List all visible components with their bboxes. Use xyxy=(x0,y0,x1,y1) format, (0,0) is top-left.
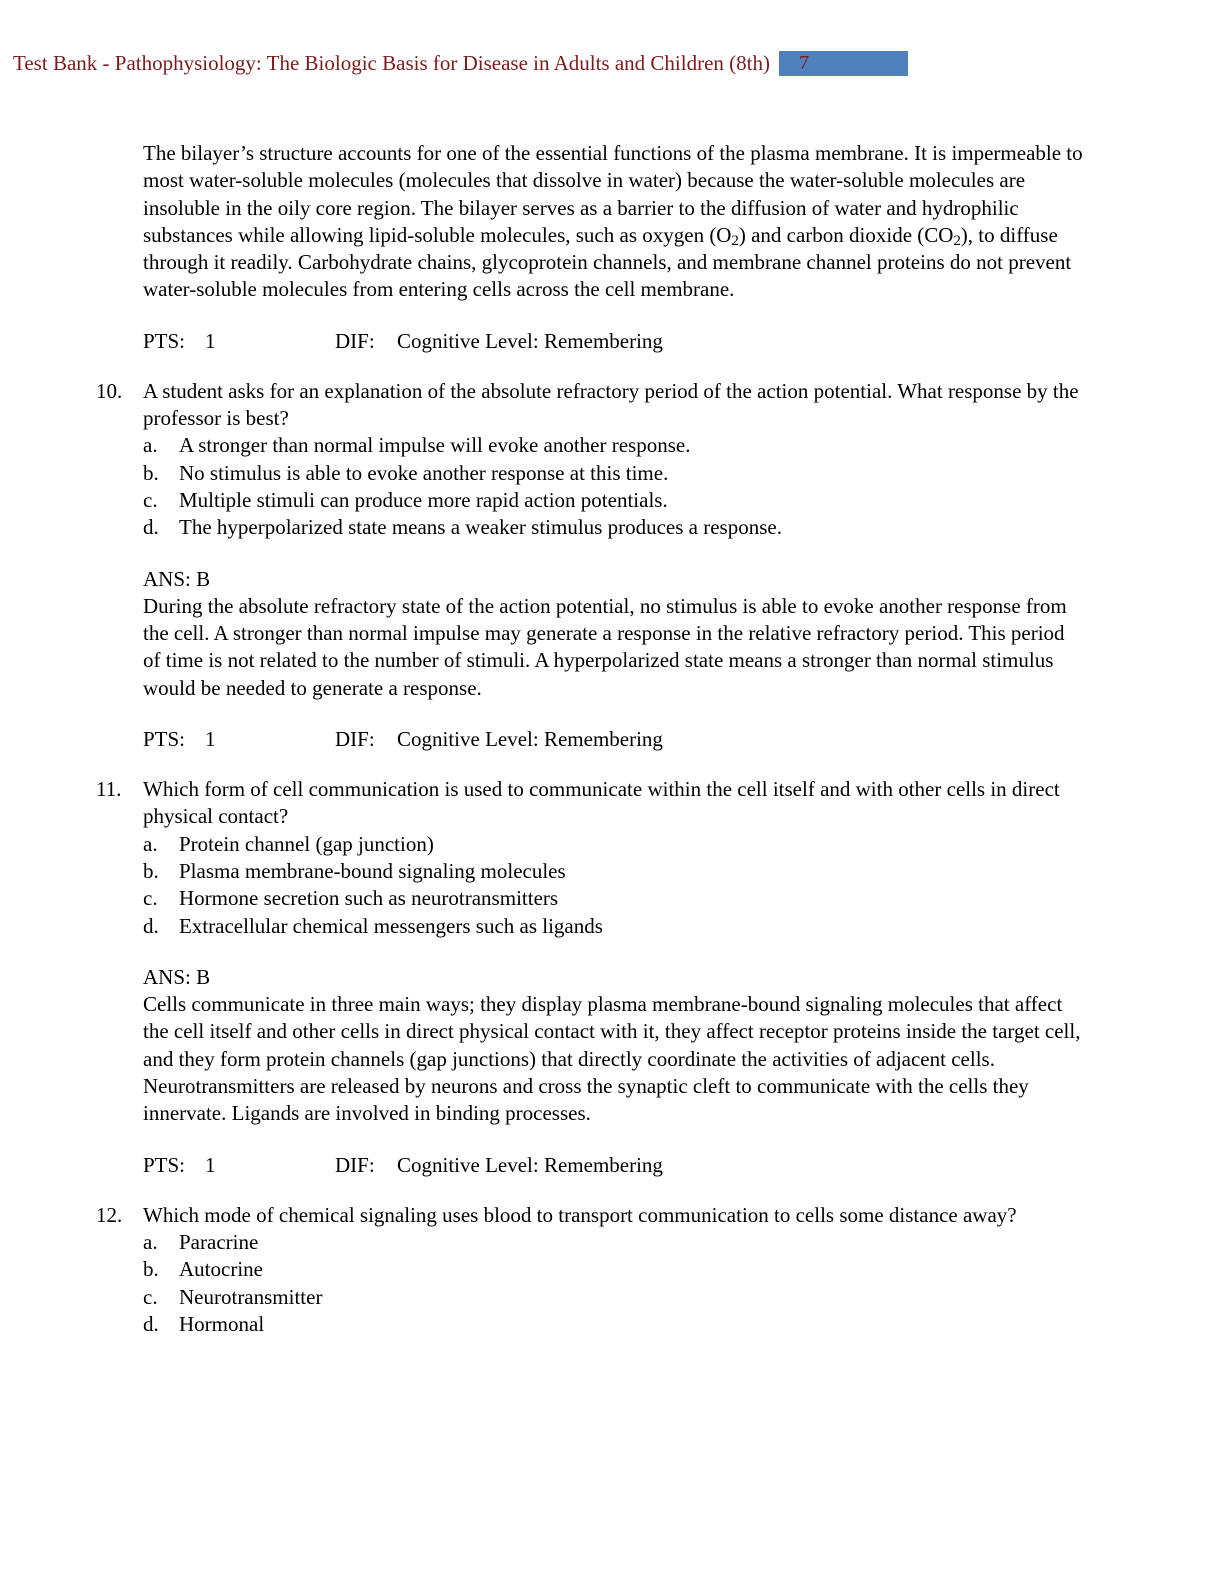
choice-text: Paracrine xyxy=(179,1229,259,1254)
points-value: 1 xyxy=(205,727,216,752)
question-stem xyxy=(96,1202,1086,1229)
question-meta xyxy=(96,726,1086,753)
answer-line xyxy=(96,566,1086,593)
question-number: 10. xyxy=(96,378,123,403)
question-meta xyxy=(96,1152,1086,1179)
choice-letter: b. xyxy=(143,858,159,883)
answer-choice xyxy=(96,1256,1086,1283)
points-value: 1 xyxy=(205,1152,216,1177)
page-number: 7 xyxy=(798,51,809,74)
answer-label: ANS: xyxy=(143,566,191,591)
answer-choice xyxy=(96,460,1086,487)
choice-letter: d. xyxy=(143,913,159,938)
question-number: 12. xyxy=(96,1202,123,1227)
answer-choice xyxy=(96,885,1086,912)
page-content xyxy=(96,140,1086,1338)
answer-choice xyxy=(96,432,1086,459)
answer-choice xyxy=(96,514,1086,541)
choice-letter: b. xyxy=(143,1257,159,1282)
answer-choice xyxy=(96,831,1086,858)
points-label: PTS: xyxy=(143,727,186,752)
subscript: 2 xyxy=(731,232,739,249)
question-number: 11. xyxy=(96,777,122,802)
choice-text: Neurotransmitter xyxy=(179,1284,323,1309)
answer-choice xyxy=(96,913,1086,940)
answer-choice xyxy=(96,1311,1086,1338)
answer-label: ANS: xyxy=(143,964,191,989)
rationale-paragraph: During the absolute refractory state of the action potential, no stimulus is able to evoke another response from the cell. A stronger than normal impulse may generate a response in the relative refractory period. This period of time is not related to the number of stimuli. A hyperpolarized state means a stronger than normal stimulus would be needed to generate a response. xyxy=(143,593,1067,700)
document-title: Test Bank - Pathophysiology: The Biologic Basis for Disease in Adults and Children (8th) xyxy=(13,51,770,75)
subscript: 2 xyxy=(953,232,961,249)
rationale-paragraph xyxy=(96,140,1086,304)
choice-letter: c. xyxy=(143,487,158,512)
choice-letter: b. xyxy=(143,460,159,485)
choice-text: Protein channel (gap junction) xyxy=(179,831,434,856)
question-text: Which form of cell communication is used to communicate within the cell itself and with other cells in direct physical contact? xyxy=(143,777,1060,829)
choice-letter: d. xyxy=(143,1311,159,1336)
choice-letter: d. xyxy=(143,515,159,540)
choice-letter: c. xyxy=(143,1284,158,1309)
question-block xyxy=(96,1202,1086,1338)
answer-choice xyxy=(96,1284,1086,1311)
choice-text: Autocrine xyxy=(179,1257,263,1282)
choice-letter: a. xyxy=(143,831,158,856)
question-text: A student asks for an explanation of the absolute refractory period of the action potential. What response by the professor is best? xyxy=(143,378,1079,431)
question-block xyxy=(96,776,1086,1179)
choice-text: Extracellular chemical messengers such as ligands xyxy=(179,913,603,938)
difficulty-label: DIF: xyxy=(335,328,375,353)
choice-text: Multiple stimuli can produce more rapid action potentials. xyxy=(179,487,668,512)
choice-text: No stimulus is able to evoke another response at this time. xyxy=(179,460,669,485)
rationale-text: ), to diffuse through it readily. Carbohydrate chains, glycoprotein channels, and membrane channel proteins do not prevent water-soluble molecules from entering cells across the cell membrane. xyxy=(143,222,1072,302)
answer-key: B xyxy=(196,566,211,591)
answer-choice xyxy=(96,487,1086,514)
difficulty-value: Cognitive Level: Remembering xyxy=(397,1152,663,1177)
choice-text: Hormone secretion such as neurotransmitters xyxy=(179,886,559,911)
choice-letter: a. xyxy=(143,1229,158,1254)
choice-letter: c. xyxy=(143,886,158,911)
answer-line xyxy=(96,964,1086,991)
choice-text: A stronger than normal impulse will evoke another response. xyxy=(179,433,691,458)
difficulty-label: DIF: xyxy=(335,1152,375,1177)
difficulty-label: DIF: xyxy=(335,727,375,752)
page-number-box xyxy=(779,51,908,76)
answer-choice xyxy=(96,1229,1086,1256)
rationale-paragraph: Cells communicate in three main ways; they display plasma membrane-bound signaling molecules that affect the cell itself and other cells in direct physical contact with it, they affect receptor proteins inside the target cell, and they form protein channels (gap junctions) that directly coordinate the activities of adjacent cells. Neurotransmitters are released by neurons and cross the synaptic cleft to communicate with the cells they innervate. Ligands are involved in binding processes. xyxy=(143,992,1081,1126)
choice-letter: a. xyxy=(143,433,158,458)
rationale-text: The bilayer’s structure accounts for one of the essential functions of the plasma membrane. It is impermeable to most water-soluble molecules (molecules that dissolve in water) because the water-soluble molecules are insoluble in the oily core region. The bilayer serves as a barrier to the diffusion of water and hydrophilic substances while allowing lipid-soluble molecules, such as oxygen (O xyxy=(143,141,1083,247)
points-label: PTS: xyxy=(143,328,186,353)
difficulty-value: Cognitive Level: Remembering xyxy=(397,328,663,353)
difficulty-value: Cognitive Level: Remembering xyxy=(397,727,663,752)
question-stem xyxy=(96,776,1086,831)
choice-text: The hyperpolarized state means a weaker stimulus produces a response. xyxy=(179,515,782,540)
answer-choice xyxy=(96,858,1086,885)
question-stem xyxy=(96,378,1086,433)
question-meta xyxy=(96,328,1086,355)
answer-key: B xyxy=(196,964,211,989)
page-header xyxy=(13,49,908,77)
choice-text: Plasma membrane-bound signaling molecules xyxy=(179,858,566,883)
question-text: Which mode of chemical signaling uses blood to transport communication to cells some distance away? xyxy=(143,1202,1017,1227)
rationale-text: ) and carbon dioxide (CO xyxy=(738,222,954,247)
points-label: PTS: xyxy=(143,1152,186,1177)
points-value: 1 xyxy=(205,328,216,353)
question-block xyxy=(96,378,1086,753)
choice-text: Hormonal xyxy=(179,1311,265,1336)
